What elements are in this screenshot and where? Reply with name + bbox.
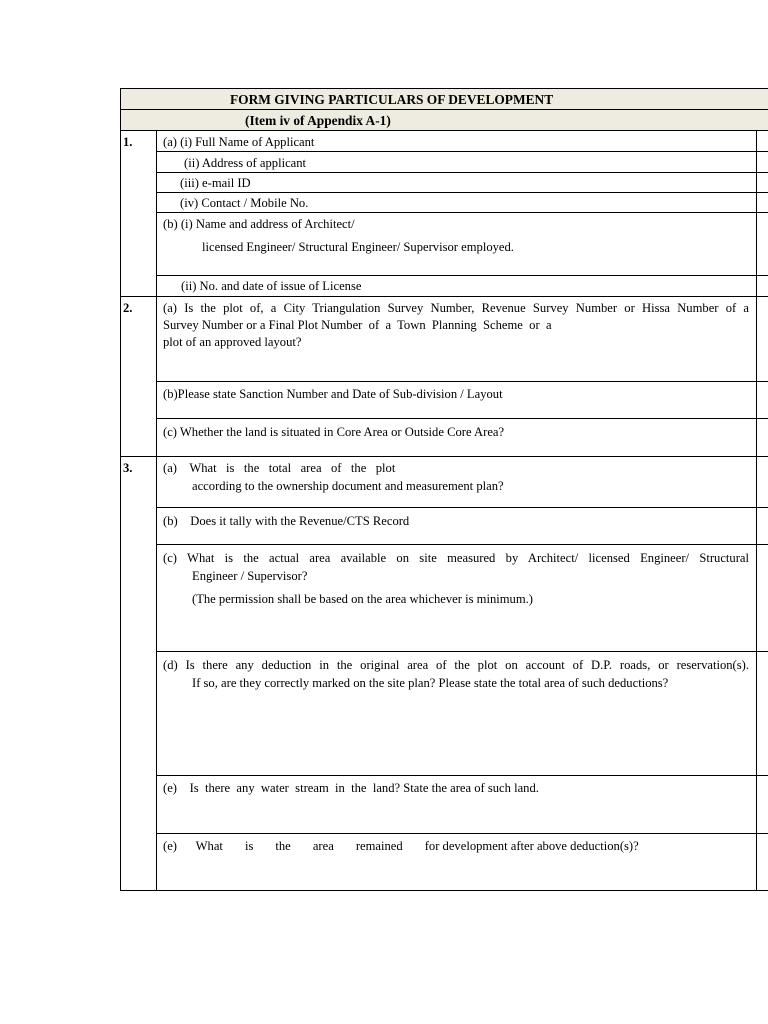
plot-survey-question-line1: (a) Is the plot of, a City Triangulation Survey Number, Revenue Survey Number or Hissa Number of a (163, 301, 749, 315)
section-divider-1-2 (120, 296, 768, 297)
form-subtitle: (Item iv of Appendix A-1) (245, 113, 391, 128)
table-border-left (120, 88, 121, 891)
core-area-question: (c) Whether the land is situated in Core Area or Outside Core Area? (163, 425, 505, 439)
row-divider (156, 172, 768, 173)
row-divider (156, 192, 768, 193)
section-number-1: 1. (123, 135, 133, 149)
actual-area-question-line1: (c) What is the actual area available on site measured by Architect/ licensed Engineer/ Structural (163, 551, 749, 565)
remaining-area-question: (e) What is the area remained for development after above deduction(s)? (163, 839, 639, 853)
total-area-question-line1: (a) What is the total area of the plot (163, 461, 396, 475)
column-divider-number (156, 130, 157, 891)
applicant-contact-label: (iv) Contact / Mobile No. (180, 196, 309, 210)
sanction-number-question: (b)Please state Sanction Number and Date of Sub-division / Layout (163, 387, 503, 401)
deduction-question-line2: If so, are they correctly marked on the site plan? Please state the total area of such deductions? (192, 676, 669, 690)
applicant-name-label: (a) (i) Full Name of Applicant (163, 135, 315, 149)
revenue-record-question: (b) Does it tally with the Revenue/CTS Record (163, 514, 410, 528)
plot-survey-question-line2: Survey Number or a Final Plot Number of a Town Planning Scheme or a (163, 318, 552, 332)
column-divider-answer (756, 130, 757, 891)
row-divider (156, 212, 768, 213)
section-number-2: 2. (123, 301, 133, 315)
architect-label-line1: (b) (i) Name and address of Architect/ (163, 217, 355, 231)
water-stream-question: (e) Is there any water stream in the land? State the area of such land. (163, 781, 539, 795)
header-bottom-line (120, 130, 768, 131)
total-area-question-line2: according to the ownership document and measurement plan? (192, 479, 504, 493)
section-number-3: 3. (123, 461, 133, 475)
table-border-bottom (120, 890, 768, 891)
row-divider (156, 151, 768, 152)
row-divider (156, 275, 768, 276)
row-divider (156, 544, 768, 545)
permission-note: (The permission shall be based on the area whichever is minimum.) (192, 592, 533, 606)
header-divider (120, 109, 768, 110)
row-divider (156, 775, 768, 776)
table-border-top (120, 88, 768, 89)
actual-area-question-line2: Engineer / Supervisor? (192, 569, 308, 583)
row-divider (156, 418, 768, 419)
section-divider-2-3 (120, 456, 768, 457)
plot-survey-question-line3: plot of an approved layout? (163, 335, 302, 349)
row-divider (156, 381, 768, 382)
row-divider (156, 833, 768, 834)
license-label: (ii) No. and date of issue of License (181, 279, 362, 293)
row-divider (156, 651, 768, 652)
applicant-address-label: (ii) Address of applicant (184, 156, 307, 170)
architect-label-line2: licensed Engineer/ Structural Engineer/ Supervisor employed. (202, 240, 514, 254)
row-divider (156, 507, 768, 508)
form-title: FORM GIVING PARTICULARS OF DEVELOPMENT (230, 92, 554, 107)
applicant-email-label: (iii) e-mail ID (180, 176, 251, 190)
deduction-question-line1: (d) Is there any deduction in the original area of the plot on account of D.P. roads, or reservation(s). (163, 658, 749, 672)
